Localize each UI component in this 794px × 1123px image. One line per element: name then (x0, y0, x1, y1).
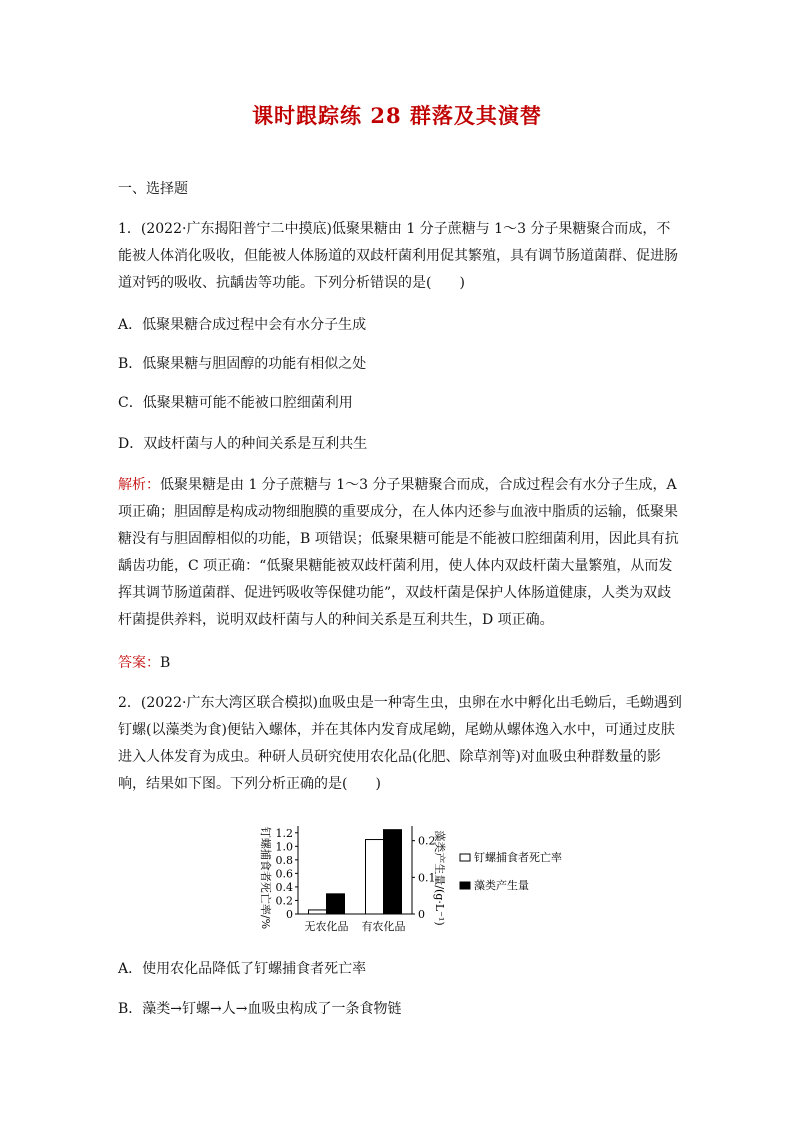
y-axis-left-label: 钉螺捕食者死亡率/% (259, 826, 272, 930)
page-title: 课时跟踪练 28 群落及其演替 (252, 103, 542, 128)
bar-mortality (366, 840, 384, 914)
legend-swatch-algae (460, 882, 470, 889)
y-axis-right-label: 藻类产生量/(g·L⁻¹) (433, 830, 446, 926)
answer-label: 答案： (118, 655, 160, 671)
q1-option-d: D．双歧杆菌与人的种间关系是互利共生 (118, 436, 368, 452)
bar-mortality (309, 910, 327, 914)
y-tick-label-right: 0.1 (418, 871, 436, 885)
answer-value: B (160, 655, 171, 671)
y-tick-label-left: 1.0 (275, 840, 293, 854)
q1-option-c: C．低聚果糖可能不能被口腔细菌利用 (118, 395, 353, 411)
q1-analysis (118, 472, 684, 634)
y-tick-label-left: 0 (286, 908, 293, 921)
y-tick-label-left: 1.2 (275, 826, 293, 840)
legend-label-algae: 藻类产生量 (474, 879, 529, 892)
q2-option-a: A．使用农化品降低了钉螺捕食者死亡率 (118, 961, 367, 977)
y-tick-label-left: 0.8 (275, 853, 293, 867)
q1-option-b: B．低聚果糖与胆固醇的功能有相似之处 (118, 356, 367, 372)
y-tick-label-right: 0 (418, 908, 425, 921)
legend-label-mortality: 钉螺捕食者死亡率 (474, 851, 562, 864)
q1-option-a: A．低聚果糖合成过程中会有水分子生成 (118, 317, 367, 333)
y-tick-label-right: 0.2 (418, 834, 436, 848)
y-tick-label-left: 0.4 (275, 880, 293, 894)
y-tick-label-left: 0.6 (275, 867, 293, 881)
analysis-label: 解析： (118, 477, 160, 493)
q2-option-b: B．藻类→钉螺→人→血吸虫构成了一条食物链 (118, 1001, 402, 1017)
section-heading: 一、选择题 (118, 181, 188, 197)
q1-answer (118, 650, 684, 677)
y-tick-label-left: 0.2 (275, 894, 293, 908)
bar-chart (250, 818, 562, 938)
bar-algae (327, 894, 345, 914)
analysis-text: 低聚果糖是由 1 分子蔗糖与 1～3 分子果糖聚合而成，合成过程会有水分子生成，A 项正确；胆固醇是构成动物细胞膜的重要成分，在人体内还参与血液中脂质的运输，低聚果糖没有与胆固醇相似的功能，B 项错误；低聚果糖可能是不能被口腔细菌利用，因此具有抗龋齿功能，C 项正确：“低聚果糖能被双歧杆菌利用，使人体内双歧杆菌大量繁殖，从而发挥其调节肠道菌群、促进钙吸收等保健功能”，双歧杆菌是保护人体肠道健康，人类为双歧杆菌提供养料，说明双歧杆菌与人的种间关系是互利共生，D 项正确。 (118, 477, 679, 628)
x-tick-label: 无农化品 (304, 920, 349, 933)
legend-swatch-mortality (460, 854, 470, 861)
question-1-stem: 1．(2022·广东揭阳普宁二中摸底)低聚果糖由 1 分子蔗糖与 1～3 分子果糖聚合而成，不能被人体消化吸收，但能被人体肠道的双歧杆菌利用促其繁殖，具有调节肠道菌群、促进肠道对钙的吸收、抗龋齿等功能。下列分析错误的是( ) (118, 221, 678, 291)
bar-algae (384, 830, 402, 914)
x-tick-label: 有农化品 (361, 920, 406, 933)
question-2-stem: 2．(2022·广东大湾区联合模拟)血吸虫是一种寄生虫，虫卵在水中孵化出毛蚴后，毛蚴遇到钉螺(以藻类为食)便钻入螺体，并在其体内发育成尾蚴，尾蚴从螺体逸入水中，可通过皮肤进入人体发育为成虫。种研人员研究使用农化品(化肥、除草剂等)对血吸虫种群数量的影响，结果如下图。下列分析正确的是( ) (118, 695, 682, 792)
